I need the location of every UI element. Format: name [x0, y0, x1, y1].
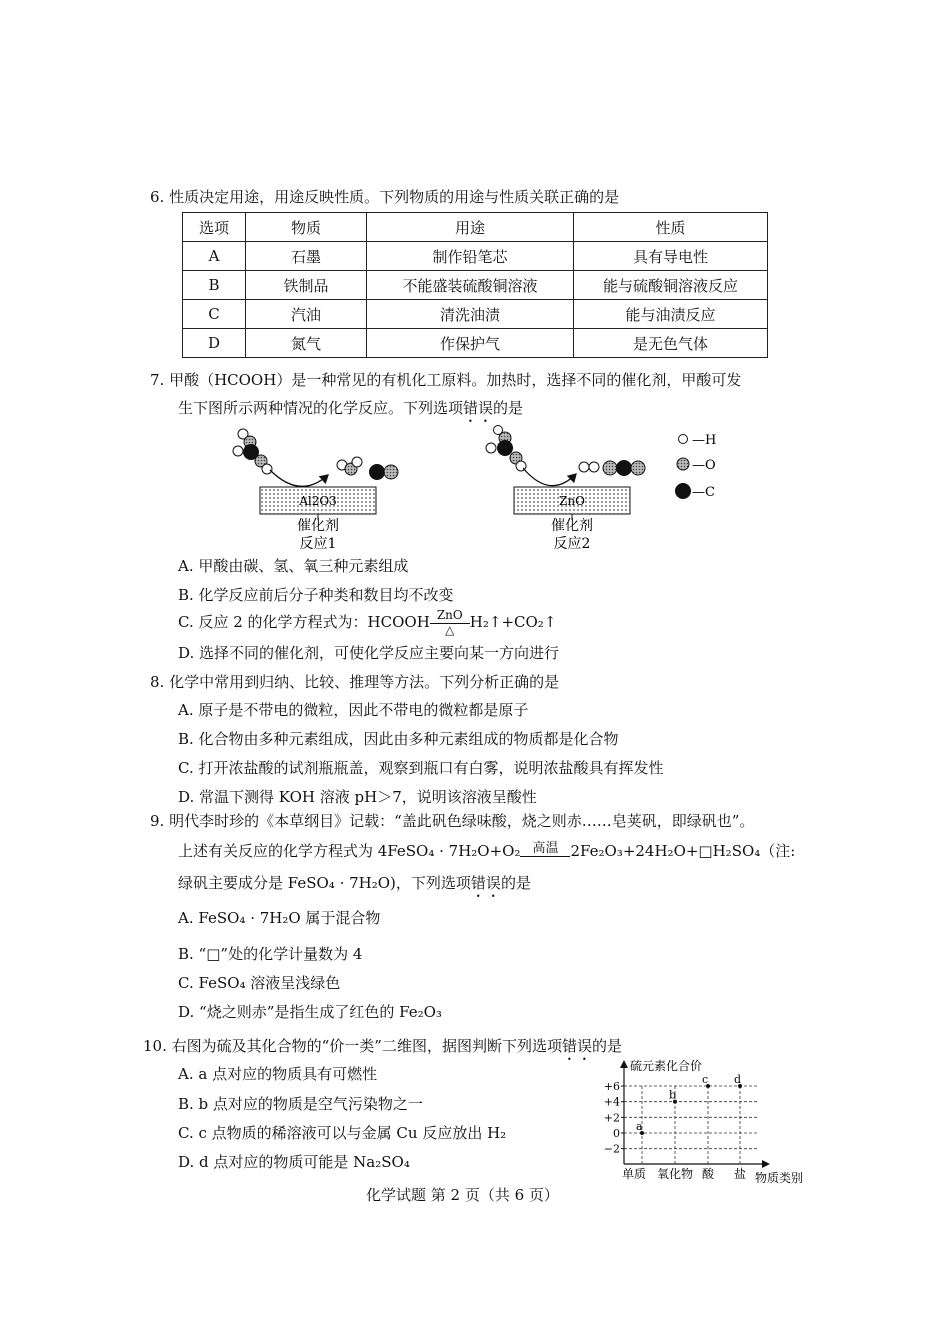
catalyst2-caption: 催化剂 — [551, 518, 593, 534]
table-cell: 不能盛装硫酸铜溶液 — [367, 271, 574, 300]
table-cell: C — [183, 300, 246, 329]
y-tick-label: 0 — [613, 1127, 620, 1140]
x-category-label: 盐 — [733, 1167, 747, 1181]
legend-c: —C — [692, 485, 715, 500]
table-cell: 汽油 — [246, 300, 367, 329]
h-atom — [352, 457, 362, 467]
q8-option-c[interactable]: C. 打开浓盐酸的试剂瓶瓶盖，观察到瓶口有白雾，说明浓盐酸具有挥发性 — [178, 759, 664, 777]
table-cell: 氮气 — [246, 329, 367, 358]
table-cell: 能与油渍反应 — [574, 300, 768, 329]
y-axis-label: 硫元素化合价 — [630, 1059, 703, 1073]
table-header-cell: 物质 — [246, 213, 367, 242]
catalyst2-label: ZnO — [559, 494, 585, 508]
catalyst1-caption: 催化剂 — [297, 518, 339, 534]
q8-stem: 8. 化学中常用到归纳、比较、推理等方法。下列分析正确的是 — [150, 673, 560, 691]
reaction2-caption: 反应2 — [553, 536, 591, 552]
c-atom — [369, 464, 385, 480]
q8-option-b[interactable]: B. 化合物由多种元素组成，因此由多种元素组成的物质都是化合物 — [178, 730, 619, 748]
q7-stem-line1: 7. 甲酸（HCOOH）是一种常见的有机化工原料。加热时，选择不同的催化剂，甲酸可发 — [150, 371, 742, 389]
q9-stem-line3 — [178, 873, 531, 901]
h-atom — [589, 462, 599, 472]
table-row — [183, 271, 768, 300]
reaction1-caption: 反应1 — [299, 536, 337, 552]
y-tick-label: +2 — [603, 1111, 620, 1125]
o-atom — [631, 461, 645, 475]
data-point-label: a — [636, 1120, 643, 1133]
o-atom — [603, 461, 617, 475]
q10-stem-text: 10. 右图为硫及其化合物的“价一类”二维图，据图判断下列选项 — [143, 1037, 562, 1055]
o-atom — [384, 465, 398, 479]
table-header-cell: 性质 — [574, 213, 768, 242]
table-cell: B — [183, 271, 246, 300]
table-row — [183, 329, 768, 358]
table-cell: D — [183, 329, 246, 358]
table-row — [183, 300, 768, 329]
legend-o: —O — [692, 458, 716, 473]
q7-stem-text: 生下图所示两种情况的化学反应。下列选项 — [178, 399, 464, 417]
q9-emphasis-text: 错误 — [470, 874, 501, 892]
valence-class-chart — [590, 1058, 815, 1188]
h-atom — [579, 462, 589, 472]
q9-stem-text-end: 的是 — [500, 874, 531, 892]
q7-option-d[interactable]: D. 选择不同的催化剂，可使化学反应主要向某一方向进行 — [178, 644, 560, 662]
q7-option-b[interactable]: B. 化学反应前后分子种类和数目均不改变 — [178, 586, 454, 604]
reaction-condition: ZnO △ — [430, 609, 470, 637]
h-atom — [262, 464, 272, 474]
x-category-label: 单质 — [621, 1167, 647, 1181]
q8-option-d[interactable]: D. 常温下测得 KOH 溶液 pH＞7，说明该溶液呈酸性 — [178, 788, 537, 806]
reaction2-group — [486, 426, 645, 553]
q6-table — [182, 212, 768, 358]
q9-stem-line2 — [178, 836, 795, 866]
page-footer: 化学试题 第 2 页（共 6 页） — [366, 1186, 559, 1204]
table-row — [183, 242, 768, 271]
q7-option-c-products: H₂↑+CO₂↑ — [469, 613, 557, 631]
q10-option-d[interactable]: D. d 点对应的物质可能是 Na₂SO₄ — [178, 1153, 410, 1171]
q10-option-a[interactable]: A. a 点对应的物质具有可燃性 — [178, 1065, 378, 1083]
q10-option-b[interactable]: B. b 点对应的物质是空气污染物之一 — [178, 1095, 423, 1113]
table-header-cell: 选项 — [183, 213, 246, 242]
q7-option-c[interactable] — [178, 608, 556, 637]
q10-emphasis-text: 错误 — [561, 1037, 592, 1055]
data-point-label: d — [734, 1073, 742, 1086]
q9-option-b[interactable]: B. “□”处的化学计量数为 4 — [178, 945, 363, 963]
y-tick-label: −2 — [603, 1142, 620, 1156]
q7-option-a[interactable]: A. 甲酸由碳、氢、氧三种元素组成 — [178, 557, 409, 575]
q7-emphasis-text: 错误 — [463, 399, 494, 417]
table-cell: 铁制品 — [246, 271, 367, 300]
x-category-label: 氧化物 — [656, 1167, 694, 1181]
q9-option-a[interactable]: A. FeSO₄ · 7H₂O 属于混合物 — [178, 909, 381, 927]
c-atom — [497, 440, 513, 456]
q8-option-a[interactable]: A. 原子是不带电的微粒，因此不带电的微粒都是原子 — [178, 701, 529, 719]
q10-stem — [143, 1036, 622, 1064]
y-tick-label: +4 — [603, 1095, 620, 1109]
table-cell: 能与硫酸铜溶液反应 — [574, 271, 768, 300]
table-header-cell: 用途 — [367, 213, 574, 242]
q10-stem-text-end: 的是 — [591, 1037, 622, 1055]
table-cell: 清洗油渍 — [367, 300, 574, 329]
q6-stem: 6. 性质决定用途，用途反映性质。下列物质的用途与性质关联正确的是 — [150, 188, 620, 206]
table-cell: 石墨 — [246, 242, 367, 271]
y-tick-label: +6 — [603, 1080, 620, 1093]
q9-option-c[interactable]: C. FeSO₄ 溶液呈浅绿色 — [178, 974, 341, 992]
q9-equation-right: 2Fe₂O₃+24H₂O+□H₂SO₄（注: — [570, 842, 796, 860]
table-cell: 具有导电性 — [574, 242, 768, 271]
q9-option-d[interactable]: D. “烧之则赤”是指生成了红色的 Fe₂O₃ — [178, 1003, 442, 1021]
data-point-label: b — [669, 1088, 677, 1102]
x-category-label: 酸 — [701, 1167, 715, 1181]
reaction-condition: 高温 — [520, 842, 570, 863]
atom-legend — [675, 433, 716, 500]
q7-stem-text-end: 的是 — [493, 399, 524, 417]
reaction1-group — [233, 429, 398, 552]
catalyst1-label: Al2O3 — [299, 494, 337, 508]
q10-option-c[interactable]: C. c 点物质的稀溶液可以与金属 Cu 反应放出 H₂ — [178, 1124, 507, 1142]
q9-stem-line1: 9. 明代李时珍的《本草纲目》记载：“盖此矾色绿味酸，烧之则赤……皂荚矾，即绿矾也”。 — [150, 812, 755, 830]
y-axis-arrow — [620, 1060, 628, 1068]
h-atom — [233, 446, 243, 456]
x-axis-label: 物质类别 — [755, 1171, 804, 1185]
q9-stem-text: 绿矾主要成分是 FeSO₄ · 7H₂O)，下列选项 — [178, 874, 471, 892]
data-point-label: c — [702, 1073, 709, 1086]
table-header-row — [183, 213, 768, 242]
q9-equation-left: 上述有关反应的化学方程式为 4FeSO₄ · 7H₂O+O₂ — [178, 842, 521, 860]
table-cell: 作保护气 — [367, 329, 574, 358]
h-atom — [486, 443, 496, 453]
c-atom — [616, 460, 632, 476]
legend-h: —H — [692, 433, 717, 448]
table-cell: 制作铅笔芯 — [367, 242, 574, 271]
q7-reaction-diagram — [200, 420, 760, 560]
q7-option-c-text: C. 反应 2 的化学方程式为：HCOOH — [178, 613, 430, 631]
table-cell: 是无色气体 — [574, 329, 768, 358]
x-axis-arrow — [762, 1160, 770, 1168]
table-cell: A — [183, 242, 246, 271]
